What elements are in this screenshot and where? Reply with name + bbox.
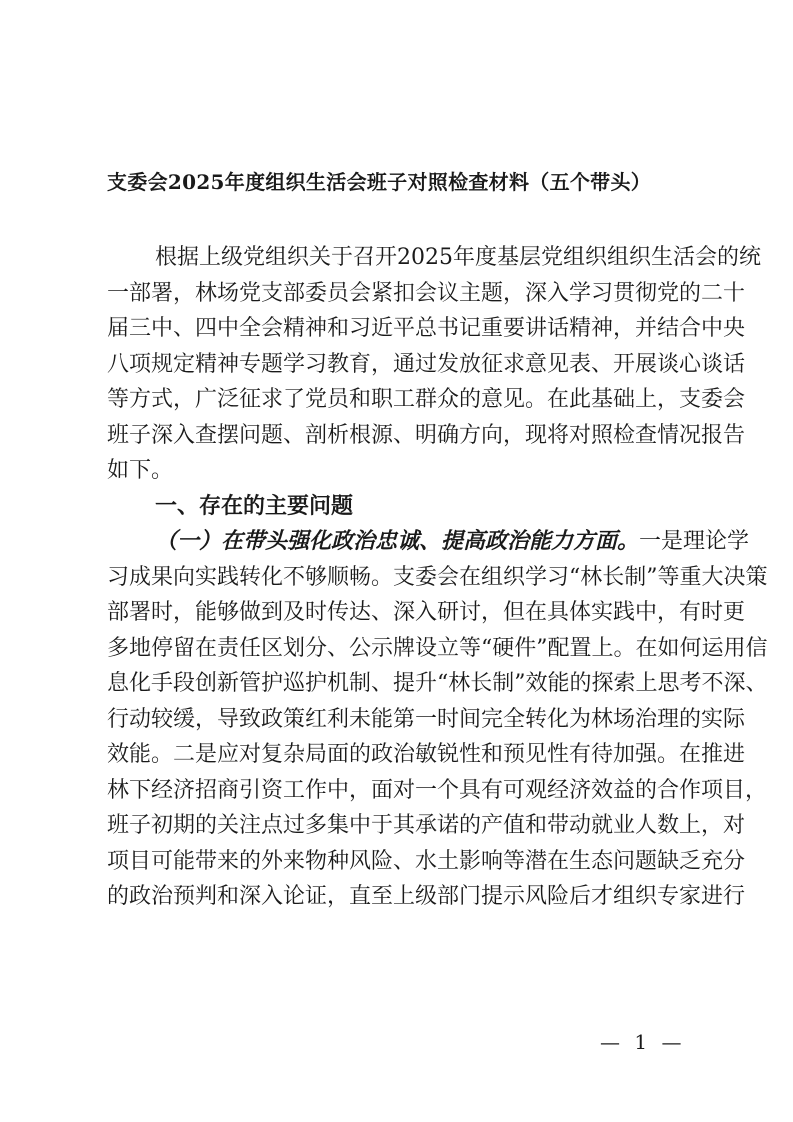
body-line: 一部署，林场党支部委员会紧扣会议主题，深入学习贯彻党的二十 xyxy=(107,280,746,306)
body-line: 部署时，能够做到及时传达、深入研讨，但在具体实践中，有时更 xyxy=(107,600,746,625)
subsection-first-line xyxy=(107,524,750,560)
page-number: — 1 — xyxy=(600,1030,686,1054)
section-heading: 一、存在的主要问题 xyxy=(155,492,354,519)
body-line: 息化手段创新管护巡护机制、提升“林长制”效能的探索上思考不深、 xyxy=(107,671,768,696)
body-line: 效能。二是应对复杂局面的政治敏锐性和预见性有待加强。在推进 xyxy=(107,742,746,767)
body-line: 多地停留在责任区划分、公示牌设立等“硬件”配置上。在如何运用信 xyxy=(107,635,768,661)
body-line: 八项规定精神专题学习教育，通过发放征求意见表、开展谈心谈话 xyxy=(107,351,746,377)
subsection-lead: （一）在带头强化政治忠诚、提高政治能力方面。 xyxy=(155,528,640,554)
body-line: 届三中、四中全会精神和习近平总书记重要讲话精神，并结合中央 xyxy=(107,316,746,341)
body-line: 林下经济招商引资工作中，面对一个具有可观经济效益的合作项目， xyxy=(107,777,768,803)
subsection-first-line-rest: 一是理论学 xyxy=(639,529,750,554)
body-line: 的政治预判和深入论证，直至上级部门提示风险后才组织专家进行 xyxy=(107,884,746,909)
body-line: 行动较缓，导致政策红利未能第一时间完全转化为林场治理的实际 xyxy=(107,706,746,732)
body-line: 班子初期的关注点过多集中于其承诺的产值和带动就业人数上，对 xyxy=(107,813,746,838)
body-line: 班子深入查摆问题、剖析根源、明确方向，现将对照检查情况报告 xyxy=(107,422,746,448)
body-line: 如下。 xyxy=(107,458,174,483)
document-title: 支委会2025年度组织生活会班子对照检查材料（五个带头） xyxy=(107,170,652,194)
body-line: 根据上级党组织关于召开2025年度基层党组织组织生活会的统 xyxy=(155,245,761,270)
body-line: 项目可能带来的外来物种风险、水土影响等潜在生态问题缺乏充分 xyxy=(107,848,746,874)
body-line: 等方式，广泛征求了党员和职工群众的意见。在此基础上，支委会 xyxy=(107,387,746,412)
document-body xyxy=(107,240,768,915)
body-line: 习成果向实践转化不够顺畅。支委会在组织学习“林长制”等重大决策 xyxy=(107,564,768,590)
